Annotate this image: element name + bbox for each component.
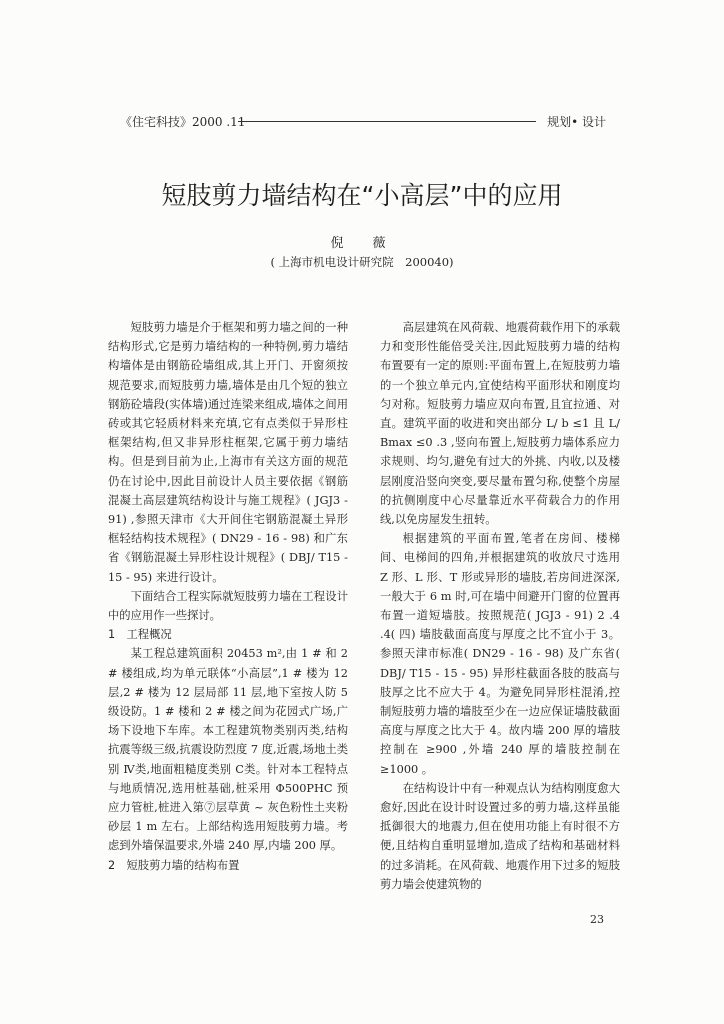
paragraph: 高层建筑在风荷载、地震荷载作用下的承载力和变形性能倍受关注,因此短肢剪力墙的结构布置要有一定的原则:平面布置上,在短肢剪力墙的一个独立单元内,宜使结构平面形状和刚度均匀对称。短肢剪力墙应双向布置,且宜拉通、对直。建筑平面的收进和突出部分 L/ b ≤1 且 L/ Bmax ≤0 .3 ,竖向布置上,短肢剪力墙体系应力求规则、均匀,避免有过大的外挑、内收,以及楼层刚度沿竖向突变,要尽量布置匀称,使整个房屋的抗侧刚度中心尽量靠近水平荷载合力的作用线,以免房屋发生扭转。 bbox=[380, 321, 620, 527]
section-name: 规划• 设计 bbox=[547, 115, 606, 129]
paragraph: 短肢剪力墙是介于框架和剪力墙之间的一种结构形式,它是剪力墙结构的一种特例,剪力墙结构墙体是由钢筋砼墙组成,其上开门、开窗须按规范要求,而短肢剪力墙,墙体是由几个短的独立钢筋砼墙段(实体墙)通过连梁来组成,墙体之间用砖或其它轻质材料来充填,它有点类似于异形柱框架结构,但又非异形柱框架,它属于剪力墙结构。但是到目前为止,上海市有关这方面的规范仍在讨论中,因此目前设计人员主要依据《钢筋混凝土高层建筑结构设计与施工规程》( JGJ3 - 91) ,参照天津市《大开间住宅钢筋混凝土异形框轻结构技术规程》( DN29 - 16 - 98) 和广东省《钢筋混凝土异形柱设计规程》( DBJ/ T15 - 15 - 95) 来进行设计。 bbox=[108, 321, 348, 584]
left-column bbox=[108, 318, 348, 875]
section-heading: 1 工程概况 bbox=[108, 628, 172, 642]
right-column bbox=[380, 318, 620, 894]
running-header bbox=[120, 113, 606, 129]
header-rule bbox=[238, 121, 536, 122]
paragraph: 某工程总建筑面积 20453 m²,由 1 # 和 2 # 楼组成,均为单元联体“小高层”,1 # 楼为 12 层,2 # 楼为 12 层局部 11 层,地下室按人防 5 级设防。1 # 楼和 2 # 楼之间为花园式广场,广场下设地下车库。本工程建筑物类别丙类,结构抗震等级三级,抗震设防烈度 7 度,近震,场地土类别 Ⅳ类,地面粗糙度类别 C类。针对本工程特点与地质情况,选用桩基础,桩采用 Φ500PHC 预应力管桩,桩进入第⑦层草黄 ~ 灰色粉性土夹粉砂层 1 m 左右。上部结构选用短肢剪力墙。考虑到外墙保温要求,外墙 240 厚,内墙 200 厚。 bbox=[108, 647, 348, 853]
paragraph: 根据建筑的平面布置,笔者在房间、楼梯间、电梯间的四角,并根据建筑的收放尺寸选用 Z 形、L 形、T 形或异形的墙肢,若房间进深深,一般大于 6 m 时,可在墙中间避开门窗的位置再布置一道短墙肢。按照规范( JGJ3 - 91) 2 .4 .4( 四) 墙肢截面高度与厚度之比不宜小于 3。参照天津市标准( DN29 - 16 - 98) 及广东省( DBJ/ T15 - 15 - 95) 异形柱截面各肢的肢高与肢厚之比不应大于 4。为避免同异形柱混淆,控制短肢剪力墙的墙肢至少在一边应保证墙肢截面高度与厚度之比大于 4。故内墙 200 厚的墙肢控制在 ≥900 ,外墙 240 厚的墙肢控制在 ≥1000 。 bbox=[380, 532, 620, 776]
paragraph: 在结构设计中有一种观点认为结构刚度愈大愈好,因此在设计时设置过多的剪力墙,这样虽能抵御很大的地震力,但在使用功能上有时很不方便,且结构自重明显增加,造成了结构和基础材料的过多消耗。在风荷载、地震作用下过多的短肢剪力墙会使建筑物的 bbox=[380, 781, 620, 891]
section-heading: 2 短肢剪力墙的结构布置 bbox=[108, 858, 240, 872]
paper-title: 短肢剪力墙结构在“小高层”中的应用 bbox=[161, 181, 563, 210]
author-name: 倪 薇 bbox=[330, 236, 394, 251]
author-affiliation: ( 上海市机电设计研究院 200040) bbox=[270, 255, 454, 269]
journal-name: 《住宅科技》2000 .11 bbox=[120, 115, 246, 129]
paragraph: 下面结合工程实际就短肢剪力墙在工程设计中的应用作一些探讨。 bbox=[108, 589, 348, 623]
page-number: 23 bbox=[590, 913, 604, 926]
